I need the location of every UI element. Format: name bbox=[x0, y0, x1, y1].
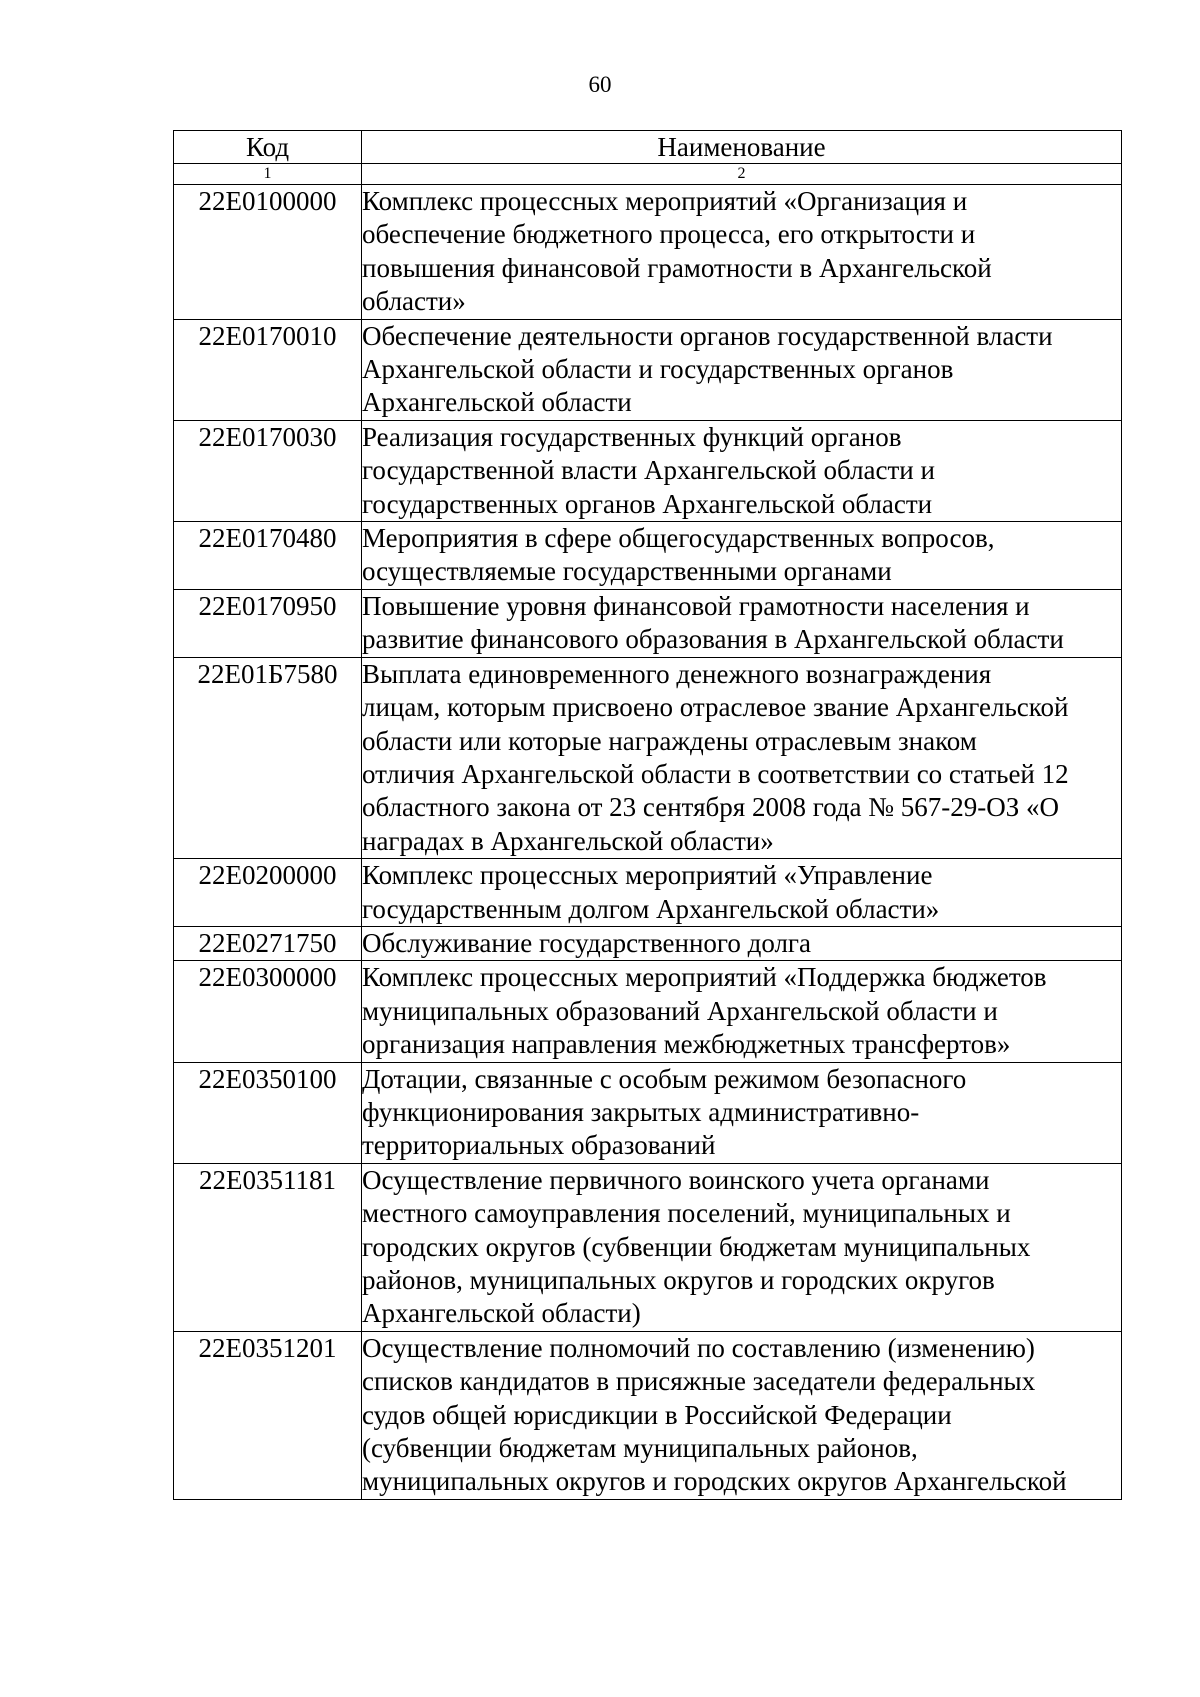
table-row bbox=[174, 589, 1122, 657]
row-name bbox=[362, 1331, 1122, 1499]
row-name-line: Мероприятия в сфере общегосударственных вопросов, bbox=[362, 523, 995, 554]
row-name-line: функционирования закрытых административно- bbox=[362, 1096, 920, 1127]
row-code: 22Е0351201 bbox=[174, 1331, 362, 1499]
row-code: 22Е0351181 bbox=[174, 1163, 362, 1331]
row-name bbox=[362, 319, 1122, 420]
table-row bbox=[174, 319, 1122, 420]
row-name-line: Архангельской области) bbox=[362, 1298, 641, 1329]
row-name-line: Выплата единовременного денежного вознаграждения bbox=[362, 658, 992, 689]
row-name bbox=[362, 185, 1122, 320]
row-code: 22Е0271750 bbox=[174, 926, 362, 960]
row-name-line: территориальных образований bbox=[362, 1130, 716, 1161]
row-name bbox=[362, 926, 1122, 960]
row-name-line: отличия Архангельской области в соответствии со статьей 12 bbox=[362, 758, 1069, 789]
row-name bbox=[362, 522, 1122, 590]
table-row bbox=[174, 926, 1122, 960]
row-name-line: Осуществление первичного воинского учета органами bbox=[362, 1164, 990, 1195]
row-name-line: Обслуживание государственного долга bbox=[362, 927, 811, 958]
column-number-1: 1 bbox=[174, 164, 362, 185]
page-number: 60 bbox=[588, 72, 612, 97]
row-name-line: городских округов (субвенции бюджетам муниципальных bbox=[362, 1231, 1031, 1262]
row-name-line: лицам, которым присвоено отраслевое звание Архангельской bbox=[362, 692, 1069, 723]
column-number-2: 2 bbox=[362, 164, 1122, 185]
column-header-name: Наименование bbox=[362, 131, 1122, 164]
column-header-code: Код bbox=[174, 131, 362, 164]
row-name-line: повышения финансовой грамотности в Архангельской bbox=[362, 252, 992, 283]
row-code: 22Е01Б7580 bbox=[174, 657, 362, 858]
budget-codes-table bbox=[173, 130, 1122, 1500]
table-row bbox=[174, 185, 1122, 320]
row-name bbox=[362, 589, 1122, 657]
row-name bbox=[362, 657, 1122, 858]
row-name-line: обеспечение бюджетного процесса, его открытости и bbox=[362, 219, 976, 250]
row-name-line: Архангельской области bbox=[362, 387, 632, 418]
row-name-line: развитие финансового образования в Архангельской области bbox=[362, 624, 1064, 655]
row-name bbox=[362, 1163, 1122, 1331]
table-row bbox=[174, 522, 1122, 590]
row-name-line: осуществляемые государственными органами bbox=[362, 556, 892, 587]
table-row bbox=[174, 657, 1122, 858]
table-row bbox=[174, 1331, 1122, 1499]
row-name-line: Обеспечение деятельности органов государственной власти bbox=[362, 320, 1053, 351]
row-name-line: районов, муниципальных округов и городских округов bbox=[362, 1265, 995, 1295]
row-name-line: списков кандидатов в присяжные заседатели федеральных bbox=[362, 1366, 1036, 1397]
row-code: 22Е0170480 bbox=[174, 522, 362, 590]
row-name-line: муниципальных округов и городских округов Архангельской bbox=[362, 1466, 1067, 1497]
row-name-line: Реализация государственных функций органов bbox=[362, 421, 902, 452]
table-row bbox=[174, 961, 1122, 1062]
row-name-line: судов общей юрисдикции в Российской Федерации bbox=[362, 1399, 952, 1430]
row-code: 22Е0350100 bbox=[174, 1062, 362, 1163]
row-name-line: Комплекс процессных мероприятий «Поддержка бюджетов bbox=[362, 962, 1047, 993]
row-name bbox=[362, 420, 1122, 521]
row-name-line: (субвенции бюджетам муниципальных районов, bbox=[362, 1433, 918, 1464]
row-name-line: Комплекс процессных мероприятий «Организация и bbox=[362, 186, 968, 216]
row-name-line: области или которые награждены отраслевым знаком bbox=[362, 725, 977, 756]
row-name bbox=[362, 859, 1122, 927]
table-row bbox=[174, 420, 1122, 521]
row-name-line: Дотации, связанные с особым режимом безопасного bbox=[362, 1063, 967, 1094]
row-code: 22Е0170030 bbox=[174, 420, 362, 521]
table-row bbox=[174, 1062, 1122, 1163]
row-name-line: местного самоуправления поселений, муниципальных и bbox=[362, 1198, 1011, 1229]
row-name-line: областного закона от 23 сентября 2008 года № 567-29-ОЗ «О bbox=[362, 792, 1060, 823]
row-name-line: Повышение уровня финансовой грамотности населения и bbox=[362, 590, 1030, 621]
row-code: 22Е0170950 bbox=[174, 589, 362, 657]
row-name bbox=[362, 1062, 1122, 1163]
row-name-line: государственным долгом Архангельской области» bbox=[362, 893, 940, 924]
table-row bbox=[174, 859, 1122, 927]
table-body bbox=[174, 185, 1122, 1500]
row-code: 22Е0300000 bbox=[174, 961, 362, 1062]
row-name-line: организация направления межбюджетных трансфертов» bbox=[362, 1029, 1011, 1060]
row-name-line: государственных органов Архангельской области bbox=[362, 488, 933, 519]
row-code: 22Е0200000 bbox=[174, 859, 362, 927]
row-name-line: государственной власти Архангельской области и bbox=[362, 455, 935, 486]
row-name-line: муниципальных образований Архангельской области и bbox=[362, 995, 998, 1026]
row-name-line: Осуществление полномочий по составлению (изменению) bbox=[362, 1332, 1035, 1363]
table-row bbox=[174, 1163, 1122, 1331]
row-name-line: Архангельской области и государственных органов bbox=[362, 354, 954, 385]
row-name bbox=[362, 961, 1122, 1062]
row-name-line: наградах в Архангельской области» bbox=[362, 825, 774, 856]
row-code: 22Е0170010 bbox=[174, 319, 362, 420]
row-code: 22Е0100000 bbox=[174, 185, 362, 320]
column-number-row bbox=[174, 164, 1122, 185]
row-name-line: области» bbox=[362, 286, 466, 317]
row-name-line: Комплекс процессных мероприятий «Управление bbox=[362, 860, 933, 891]
table-header-row bbox=[174, 131, 1122, 164]
